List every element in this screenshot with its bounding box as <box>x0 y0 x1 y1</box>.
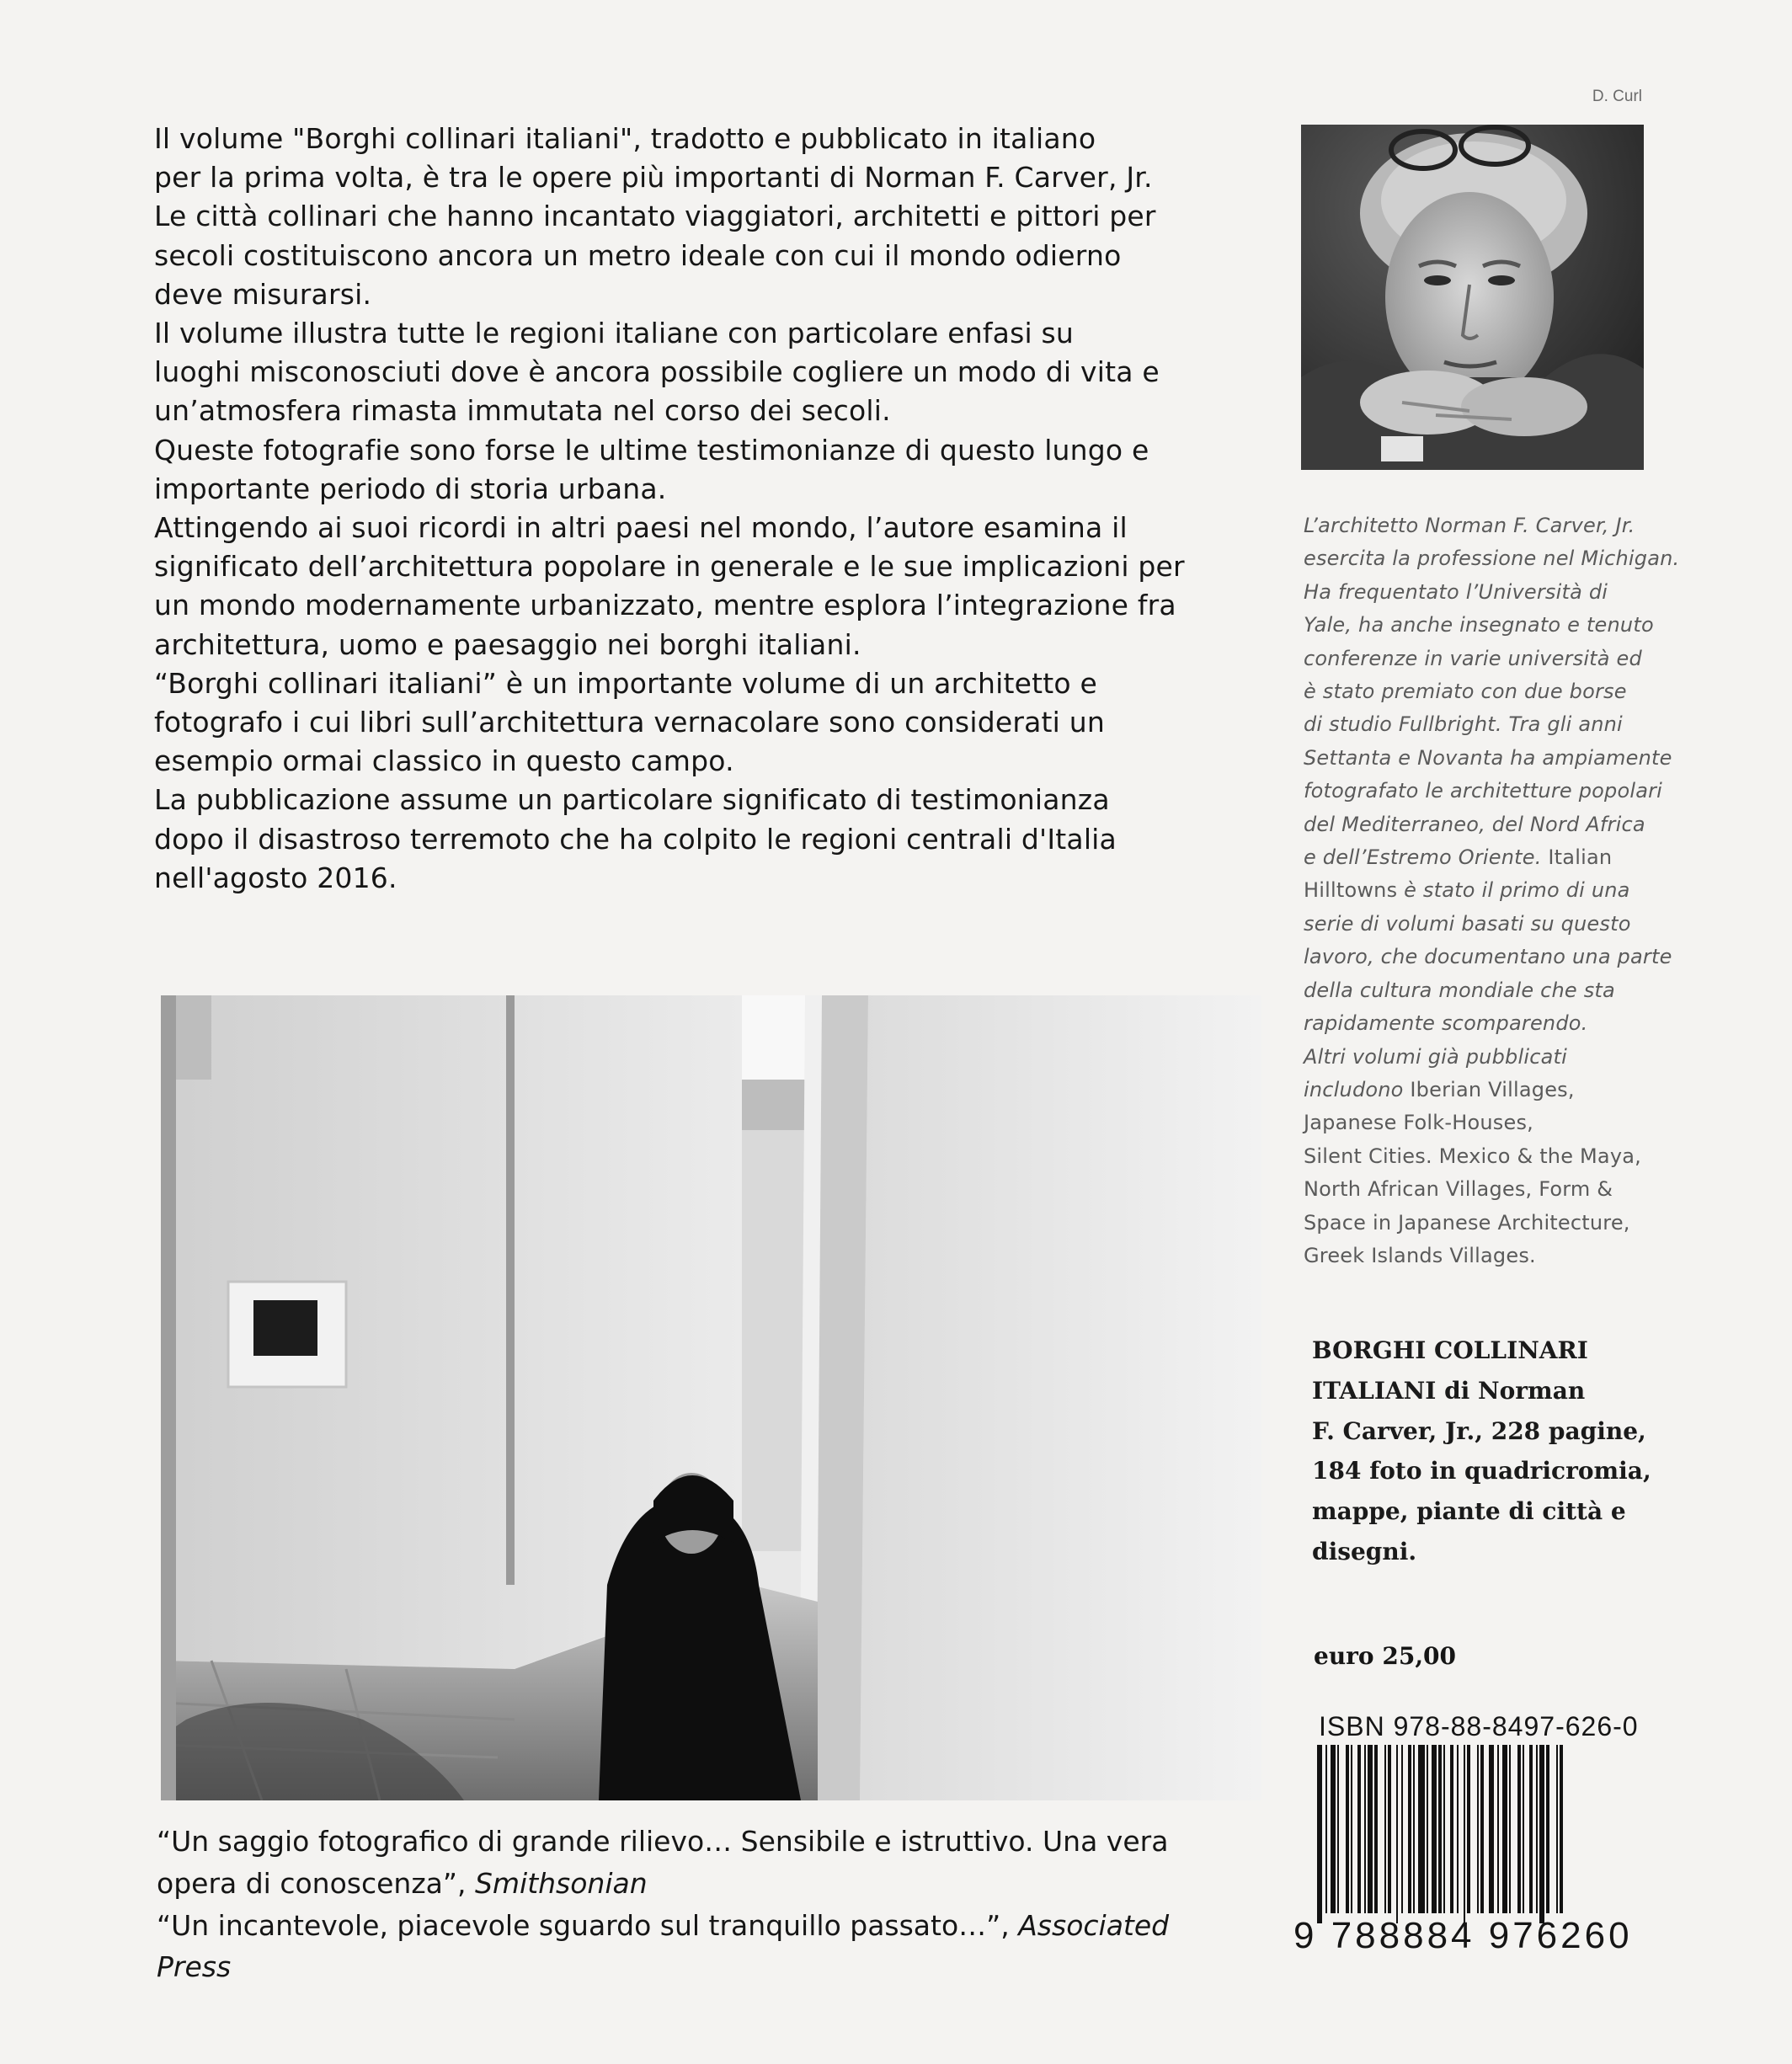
barcode-bar <box>1560 1745 1563 1913</box>
barcode-bar <box>1351 1745 1352 1913</box>
text-line: Il volume "Borghi collinari italiani", tradotto e pubblicato in italiano <box>154 122 1096 155</box>
quote-text: opera di conoscenza”, <box>157 1866 475 1900</box>
text-line: un mondo modernamente urbanizzato, mentre esplora l’integrazione fra <box>154 589 1176 622</box>
barcode-bar <box>1438 1745 1442 1913</box>
text-line: secoli costituiscono ancora un metro ideale con cui il mondo odierno <box>154 238 1122 272</box>
text-line: dopo il disastroso terremoto che ha colpito le regioni centrali d'Italia <box>154 822 1117 856</box>
barcode-bar <box>1337 1745 1339 1913</box>
barcode-bar <box>1368 1745 1373 1913</box>
barcode-digits: 9 788884 976260 <box>1293 1915 1633 1956</box>
barcode-bar <box>1388 1745 1391 1913</box>
text-line: nell'agosto 2016. <box>154 861 397 894</box>
book-title: Iberian Villages, <box>1403 1077 1575 1101</box>
bio-line: North African Villages, Form & <box>1304 1177 1613 1202</box>
book-info-line: disegni. <box>1312 1537 1417 1565</box>
quote-line: “Un saggio fotografico di grande rilievo… Sensibile e istruttivo. Una vera <box>157 1825 1169 1858</box>
photo-credit: D. Curl <box>1592 88 1642 105</box>
barcode <box>1314 1745 1571 1923</box>
text-line: per la prima volta, è tra le opere più importanti di Norman F. Carver, Jr. <box>154 161 1153 195</box>
text-line: significato dell’architettura popolare in generale e le sue implicazioni per <box>154 550 1185 584</box>
book-info-line: mappe, piante di città e <box>1312 1497 1626 1526</box>
text-line: Attingendo ai suoi ricordi in altri paesi nel mondo, l’autore esamina il <box>154 511 1128 545</box>
bio-line: fotografato le architetture popolari <box>1304 779 1663 803</box>
bio-line: Ha frequentato l’Università di <box>1304 579 1608 604</box>
text-line: Le città collinari che hanno incantato viaggiatori, architetti e pittori per <box>154 200 1156 233</box>
barcode-bar <box>1427 1745 1428 1913</box>
barcode-bar <box>1443 1745 1445 1913</box>
barcode-bar <box>1546 1745 1549 1913</box>
barcode-bar <box>1401 1745 1403 1913</box>
quote-line <box>157 1905 1268 1947</box>
bio-line: Japanese Folk-Houses, <box>1304 1111 1534 1135</box>
barcode-bar <box>1497 1745 1499 1913</box>
review-quotes <box>157 1821 1268 1988</box>
bio-line: Settanta e Novanta ha ampiamente <box>1304 745 1672 770</box>
barcode-bar <box>1374 1745 1378 1913</box>
bio-line <box>1304 874 1699 907</box>
barcode-bar <box>1467 1745 1470 1913</box>
bio-line <box>1304 841 1699 874</box>
barcode-bar <box>1477 1745 1479 1913</box>
bio-text: e dell’Estremo Oriente. <box>1304 845 1542 870</box>
barcode-bar <box>1517 1745 1521 1913</box>
barcode-bar <box>1509 1745 1511 1913</box>
book-title: Italian <box>1541 845 1613 870</box>
quote-source: Press <box>157 1950 232 1984</box>
barcode-bar <box>1536 1745 1538 1913</box>
barcode-bar <box>1523 1745 1524 1913</box>
bio-line: lavoro, che documentano una parte <box>1304 945 1672 969</box>
quote-source: Associated <box>1018 1908 1170 1942</box>
text-line: Queste fotografie sono forse le ultime testimonianze di questo lungo e <box>154 433 1149 467</box>
bio-line: di studio Fullbright. Tra gli anni <box>1304 712 1623 737</box>
bio-line: rapidamente scomparendo. <box>1304 1011 1588 1036</box>
street-photograph <box>161 995 1261 1800</box>
bio-line <box>1304 1074 1699 1107</box>
bio-line: Silent Cities. Mexico & the Maya, <box>1304 1144 1641 1168</box>
quote-source: Smithsonian <box>474 1866 648 1900</box>
barcode-bar <box>1331 1745 1336 1913</box>
bio-line: esercita la professione nel Michigan. <box>1304 547 1680 571</box>
text-line: importante periodo di storia urbana. <box>154 472 667 505</box>
barcode-bar <box>1464 1745 1465 1923</box>
barcode-bar <box>1457 1745 1459 1913</box>
barcode-bar <box>1325 1745 1327 1913</box>
bio-line: L’architetto Norman F. Carver, Jr. <box>1304 514 1635 537</box>
text-line: esempio ormai classico in questo campo. <box>154 744 734 778</box>
text-line: La pubblicazione assume un particolare significato di testimonianza <box>154 783 1110 817</box>
barcode-bar <box>1556 1745 1558 1913</box>
text-line: deve misurarsi. <box>154 277 372 311</box>
bio-line: conferenze in varie università ed <box>1304 646 1642 670</box>
text-line: Il volume illustra tutte le regioni italiane con particolare enfasi su <box>154 317 1075 350</box>
barcode-bar <box>1480 1745 1484 1913</box>
bio-line: Space in Japanese Architecture, <box>1304 1210 1630 1235</box>
bio-line: del Mediterraneo, del Nord Africa <box>1304 812 1645 836</box>
bio-line: è stato premiato con due borse <box>1304 680 1627 704</box>
bio-line: serie di volumi basati su questo <box>1304 911 1631 936</box>
barcode-bar <box>1502 1745 1507 1913</box>
barcode-bar <box>1432 1745 1437 1913</box>
barcode-bar <box>1317 1745 1322 1923</box>
text-line: “Borghi collinari italiani” è un importante volume di un architetto e <box>154 666 1097 700</box>
text-line: un’atmosfera rimasta immutata nel corso dei secoli. <box>154 394 891 428</box>
barcode-bar <box>1408 1745 1411 1913</box>
book-info-line: ITALIANI di Norman <box>1312 1376 1586 1405</box>
bio-line: Altri volumi già pubblicati <box>1304 1044 1567 1069</box>
barcode-bar <box>1450 1745 1453 1913</box>
quote-line <box>157 1863 1268 1905</box>
book-info-line: F. Carver, Jr., 228 pagine, <box>1312 1416 1646 1445</box>
book-info-line: BORGHI COLLINARI <box>1312 1336 1588 1364</box>
barcode-bar <box>1413 1745 1415 1913</box>
quote-line <box>157 1946 1268 1988</box>
barcode-bar <box>1384 1745 1386 1913</box>
bio-line: Yale, ha anche insegnato e tenuto <box>1304 613 1654 637</box>
bio-line: della cultura mondiale che sta <box>1304 978 1615 1002</box>
description-text <box>154 120 1266 898</box>
barcode-bar <box>1539 1745 1544 1923</box>
bio-text: è stato il primo di una <box>1397 878 1630 903</box>
author-bio <box>1304 509 1699 1272</box>
barcode-bar <box>1364 1745 1366 1913</box>
barcode-bar <box>1357 1745 1361 1913</box>
text-line: fotografo i cui libri sull’architettura vernacolare sono considerati un <box>154 706 1105 739</box>
isbn-label: ISBN 978-88-8497-626-0 <box>1319 1711 1639 1741</box>
book-title: Hilltowns <box>1304 878 1398 903</box>
barcode-bar <box>1489 1745 1494 1913</box>
text-line: architettura, uomo e paesaggio nei borghi italiani. <box>154 627 861 661</box>
barcode-bar <box>1529 1745 1533 1913</box>
book-info-line: 184 foto in quadricromia, <box>1312 1457 1651 1485</box>
bio-text: includono <box>1304 1077 1404 1101</box>
text-line: luoghi misconosciuti dove è ancora possibile cogliere un modo di vita e <box>154 355 1160 389</box>
book-info <box>1312 1331 1651 1572</box>
barcode-bar <box>1396 1745 1398 1923</box>
quote-text: “Un incantevole, piacevole sguardo sul tranquillo passato…”, <box>157 1908 1019 1942</box>
price: euro 25,00 <box>1314 1642 1457 1670</box>
barcode-bar <box>1418 1745 1425 1913</box>
bio-line: Greek Islands Villages. <box>1304 1243 1536 1267</box>
author-portrait <box>1301 125 1644 470</box>
barcode-bar <box>1346 1745 1349 1913</box>
